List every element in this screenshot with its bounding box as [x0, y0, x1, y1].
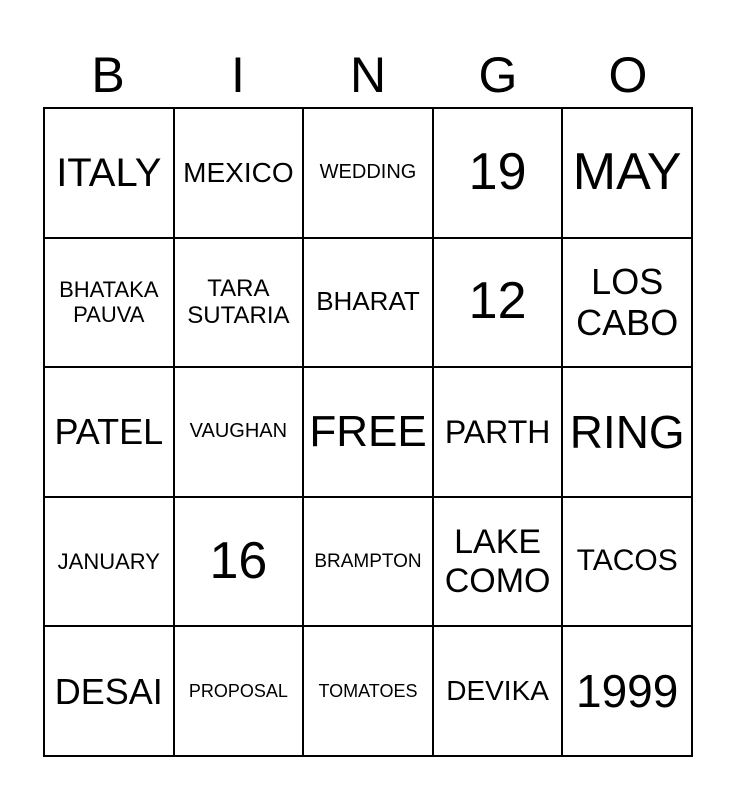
header-letter-o: O: [608, 47, 648, 103]
bingo-cell[interactable]: ITALY: [44, 108, 174, 238]
bingo-cell[interactable]: PARTH: [433, 367, 563, 497]
bingo-cell[interactable]: MEXICO: [174, 108, 304, 238]
bingo-grid: [43, 107, 693, 757]
bingo-cell[interactable]: TARA SUTARIA: [174, 238, 304, 368]
bingo-cell[interactable]: 1999: [562, 626, 692, 756]
bingo-cell[interactable]: PATEL: [44, 367, 174, 497]
bingo-cell[interactable]: RING: [562, 367, 692, 497]
header-letter-n: N: [349, 47, 387, 103]
bingo-cell[interactable]: BHATAKA PAUVA: [44, 238, 174, 368]
bingo-cell[interactable]: LOS CABO: [562, 238, 692, 368]
bingo-cell[interactable]: TACOS: [562, 497, 692, 627]
bingo-cell[interactable]: MAY: [562, 108, 692, 238]
bingo-header: [43, 40, 693, 110]
free-space[interactable]: FREE: [303, 367, 433, 497]
bingo-cell[interactable]: 19: [433, 108, 563, 238]
header-letter-i: I: [231, 47, 245, 103]
bingo-cell[interactable]: BHARAT: [303, 238, 433, 368]
bingo-cell[interactable]: TOMATOES: [303, 626, 433, 756]
bingo-cell[interactable]: LAKE COMO: [433, 497, 563, 627]
bingo-cell[interactable]: 12: [433, 238, 563, 368]
bingo-cell[interactable]: 16: [174, 497, 304, 627]
bingo-cell[interactable]: JANUARY: [44, 497, 174, 627]
bingo-cell[interactable]: DEVIKA: [433, 626, 563, 756]
header-letter-g: G: [478, 47, 518, 103]
header-letter-b: B: [91, 47, 125, 103]
bingo-cell[interactable]: VAUGHAN: [174, 367, 304, 497]
bingo-cell[interactable]: PROPOSAL: [174, 626, 304, 756]
bingo-cell[interactable]: DESAI: [44, 626, 174, 756]
bingo-cell[interactable]: BRAMPTON: [303, 497, 433, 627]
bingo-cell[interactable]: WEDDING: [303, 108, 433, 238]
